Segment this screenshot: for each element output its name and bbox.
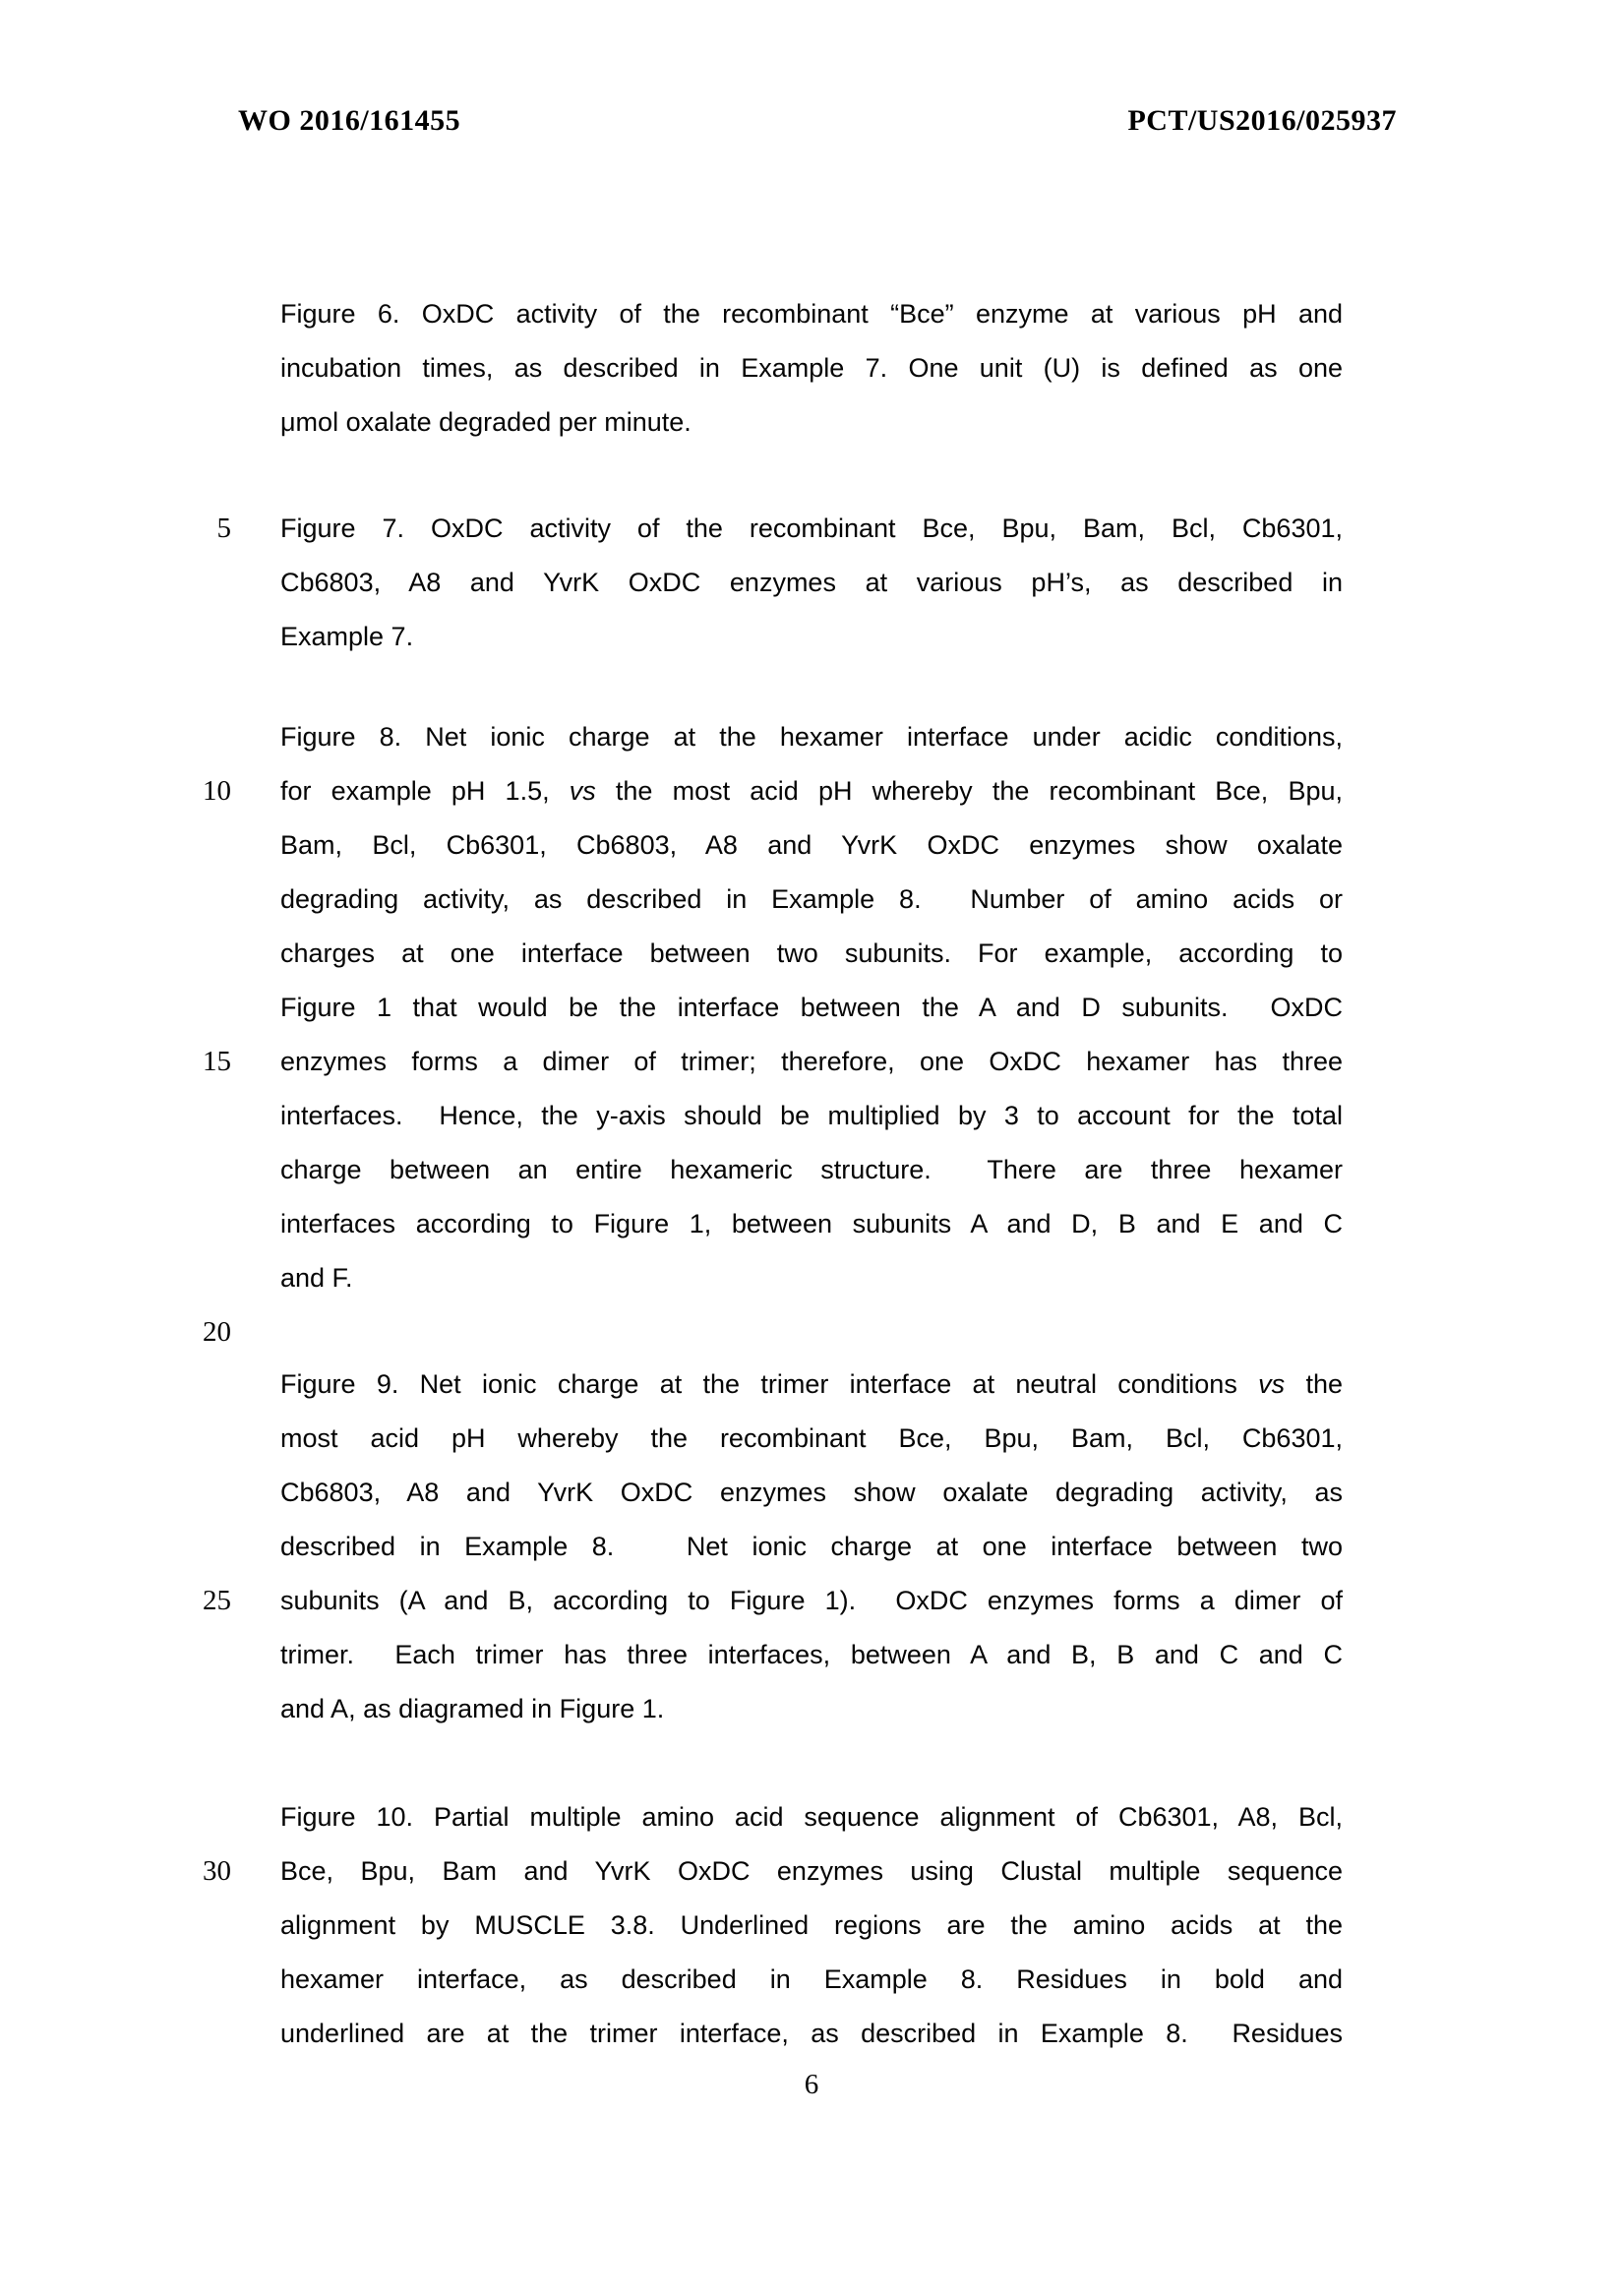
text-line: subunits (A and B, according to Figure 1). OxDC enzymes forms a dimer of [280,1586,1343,1615]
text-line: Figure 7. OxDC activity of the recombinant Bce, Bpu, Bam, Bcl, Cb6301, [280,513,1343,543]
text-line: Figure 1 that would be the interface between the A and D subunits. OxDC [280,993,1343,1022]
application-number: PCT/US2016/025937 [1127,104,1397,137]
text-line: and A, as diagramed in Figure 1. [280,1694,665,1723]
text-line: Cb6803, A8 and YvrK OxDC enzymes show oxalate degrading activity, as [280,1478,1343,1507]
text-line: Cb6803, A8 and YvrK OxDC enzymes at various pH’s, as described in [280,568,1343,597]
text-line: alignment by MUSCLE 3.8. Underlined regions are the amino acids at the [280,1910,1343,1940]
text-line: interfaces according to Figure 1, between subunits A and D, B and E and C [280,1209,1343,1238]
line-number-30: 30 [203,1855,231,1887]
paragraph-figure-6-description [280,287,1343,450]
line-number-20: 20 [203,1316,231,1348]
text-line: degrading activity, as described in Example 8. Number of amino acids or [280,884,1343,914]
text-line: Figure 9. Net ionic charge at the trimer interface at neutral conditions vs the [280,1369,1343,1399]
page-header [238,104,1397,138]
text-line: Bam, Bcl, Cb6301, Cb6803, A8 and YvrK OxDC enzymes show oxalate [280,830,1343,860]
text-line: μmol oxalate degraded per minute. [280,407,692,437]
paragraph-figure-10-description [280,1790,1343,2061]
line-number-15: 15 [203,1046,231,1077]
text-line: described in Example 8. Net ionic charge at one interface between two [280,1532,1343,1561]
text-line: incubation times, as described in Example 7. One unit (U) is defined as one [280,353,1343,383]
paragraph-figure-9-description [280,1358,1343,1736]
text-line: Example 7. [280,622,414,651]
paragraph-figure-7-description [280,502,1343,664]
text-line: trimer. Each trimer has three interfaces, between A and B, B and C and C [280,1640,1343,1669]
text-line: charge between an entire hexameric structure. There are three hexamer [280,1155,1343,1184]
page-number: 6 [804,2069,819,2100]
text-line: charges at one interface between two subunits. For example, according to [280,938,1343,968]
line-number-10: 10 [203,775,231,807]
text-line: Bce, Bpu, Bam and YvrK OxDC enzymes using Clustal multiple sequence [280,1856,1343,1886]
line-number-25: 25 [203,1585,231,1616]
paragraph-figure-8-description [280,710,1343,1305]
text-line: interfaces. Hence, the y-axis should be multiplied by 3 to account for the total [280,1101,1343,1130]
text-line: most acid pH whereby the recombinant Bce, Bpu, Bam, Bcl, Cb6301, [280,1423,1343,1453]
line-number-5: 5 [216,513,231,544]
text-line: underlined are at the trimer interface, as described in Example 8. Residues [280,2019,1343,2048]
text-line: Figure 10. Partial multiple amino acid sequence alignment of Cb6301, A8, Bcl, [280,1802,1343,1832]
text-line: hexamer interface, as described in Example 8. Residues in bold and [280,1964,1343,1994]
text-line: enzymes forms a dimer of trimer; therefore, one OxDC hexamer has three [280,1047,1343,1076]
text-line: and F. [280,1263,353,1293]
text-line: Figure 8. Net ionic charge at the hexamer interface under acidic conditions, [280,722,1343,752]
text-line: Figure 6. OxDC activity of the recombinant “Bce” enzyme at various pH and [280,299,1343,329]
publication-number: WO 2016/161455 [238,104,461,137]
text-line: for example pH 1.5, vs the most acid pH whereby the recombinant Bce, Bpu, [280,776,1343,806]
